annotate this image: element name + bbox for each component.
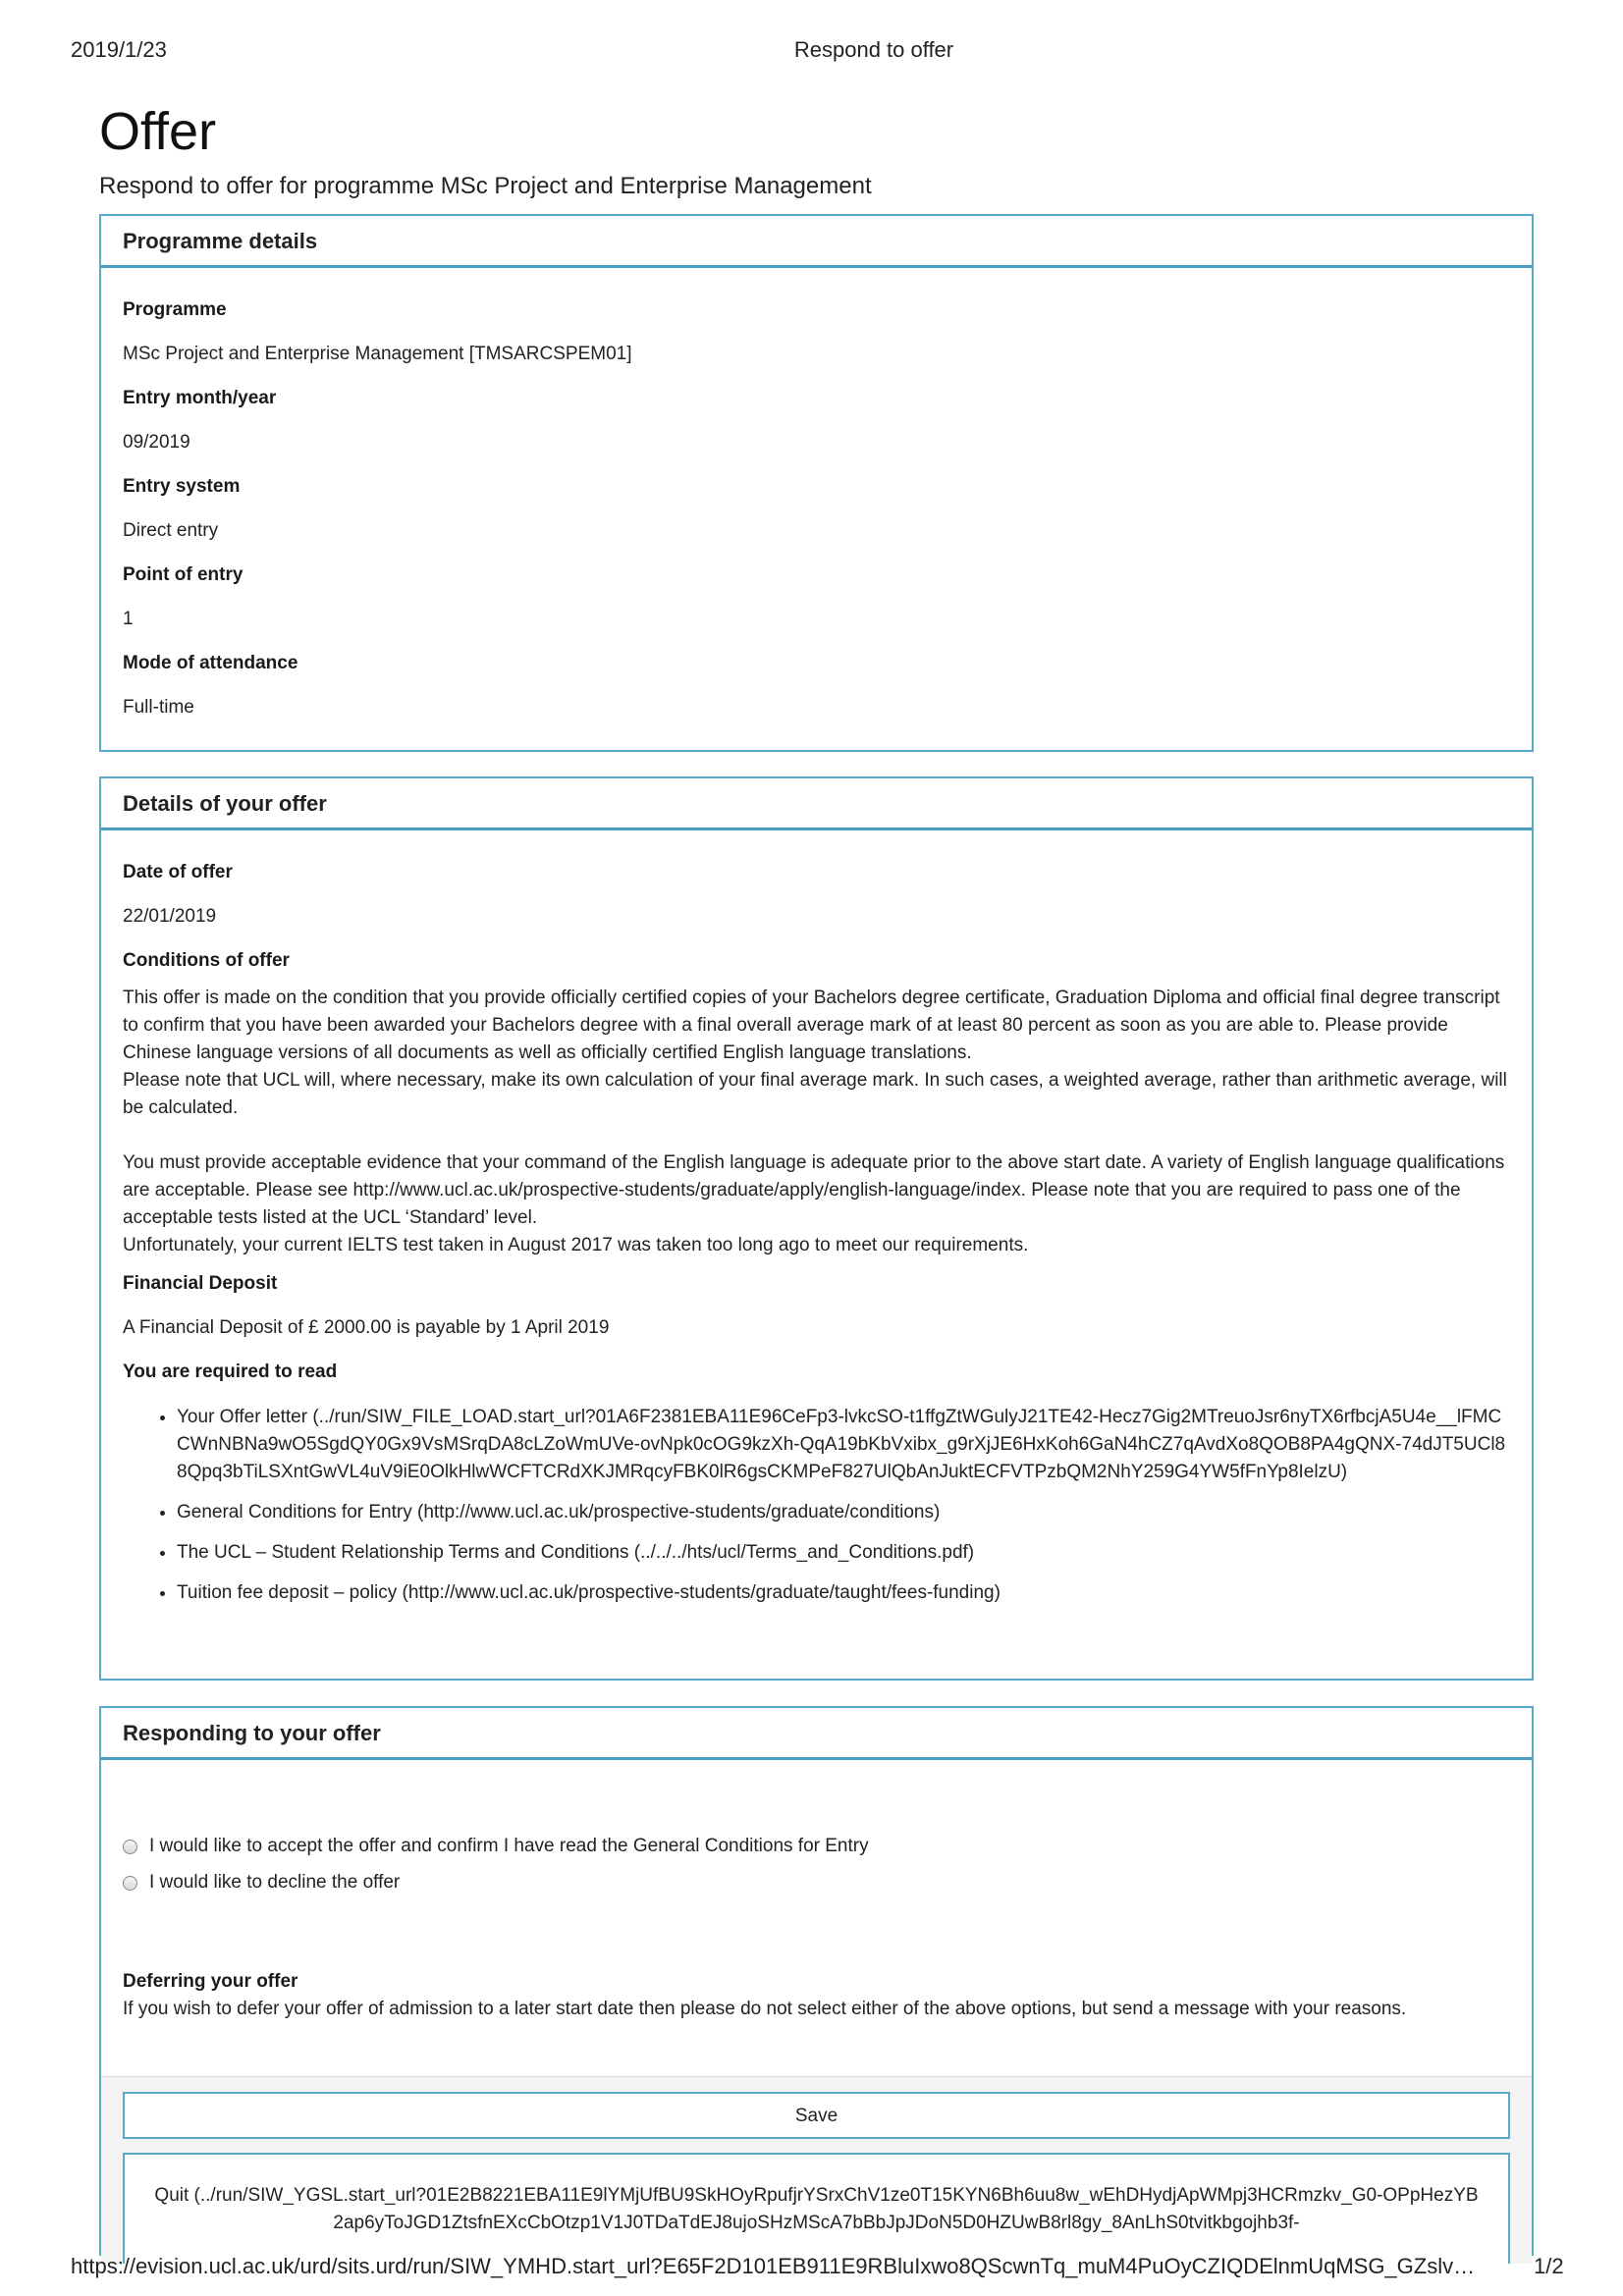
programme-label: Programme	[123, 299, 227, 320]
financial-deposit-value: A Financial Deposit of £ 2000.00 is payable by 1 April 2019	[123, 1317, 610, 1338]
programme-details-heading: Programme details	[101, 216, 1532, 268]
entry-system-value: Direct entry	[123, 520, 219, 541]
mode-of-attendance-value: Full-time	[123, 697, 194, 718]
print-date: 2019/1/23	[71, 37, 167, 62]
conditions-label: Conditions of offer	[123, 950, 290, 971]
save-button[interactable]: Save	[123, 2092, 1510, 2139]
programme-details-panel	[99, 214, 1534, 752]
print-title: Respond to offer	[793, 37, 954, 62]
entry-month-year-label: Entry month/year	[123, 388, 277, 408]
offer-details-panel	[99, 776, 1534, 1681]
condition-paragraph: You must provide acceptable evidence that your command of the English language is adequate prior to the above start date. A variety of English language qualifications are acceptable. Please see http://www.ucl.ac.uk/prospective-students/graduate/apply/english-language/index. Please note that you are required to pass one of the acceptable tests listed at the UCL ‘Standard’ level.	[123, 1152, 1505, 1228]
general-conditions-link[interactable]: • General Conditions for Entry (http://www.ucl.ac.uk/prospective-students/graduate/conditions)	[177, 1499, 1510, 1526]
decline-offer-label: I would like to decline the offer	[149, 1872, 401, 1893]
print-footer-url: https://evision.ucl.ac.uk/urd/sits.urd/run/SIW_YMHD.start_url?E65F2D101EB911E9RBluIxwo8QScwnTq_muM4PuOyCZIQDElnmUqMSG_GZslv…	[71, 2254, 1476, 2278]
terms-and-conditions-link[interactable]: • The UCL – Student Relationship Terms and Conditions (../../../hts/ucl/Terms_and_Conditions.pdf)	[177, 1539, 1510, 1567]
programme-value: MSc Project and Enterprise Management [TMSARCSPEM01]	[123, 344, 632, 364]
date-of-offer-label: Date of offer	[123, 862, 233, 882]
deferring-text: If you wish to defer your offer of admission to a later start date then please do not select either of the above options, but send a message with your reasons.	[123, 1999, 1407, 2019]
point-of-entry-label: Point of entry	[123, 564, 243, 585]
print-footer	[0, 2254, 1623, 2289]
page-number: 1/2	[1534, 2254, 1564, 2278]
offer-details-heading: Details of your offer	[101, 778, 1532, 830]
entry-month-year-value: 09/2019	[123, 432, 190, 453]
point-of-entry-value: 1	[123, 609, 134, 629]
decline-offer-option[interactable]	[123, 1872, 400, 1894]
required-reading-list	[123, 1404, 1510, 1607]
deferring-title: Deferring your offer	[123, 1971, 298, 1992]
condition-paragraph: This offer is made on the condition that you provide officially certified copies of your Bachelors degree certificate, Graduation Diploma and official final degree transcript to confirm that you have been awarded your Bachelors degree with a final overall average mark of at least 80 percent as soon as you are able to. Please provide Chinese language versions of all documents as well as officially certified English language translations.	[123, 988, 1500, 1063]
quit-button[interactable]: Quit (../run/SIW_YGSL.start_url?01E2B8221EBA11E9lYMjUfBU9SkHOyRpufjrYSrxChV1ze0T15KYN6Bh6uu8w_wEhDHydjApWMpj3HCRmzkv_G0-OPpHezYB2ap6yToJGD1ZtsfnEXcCbOtzp1V1J0TDaTdEJ8ujoSHzMScA7bBbJpJDoN5D0HZUwB8rl8gy_8AnLhS0tvitkbgojhb3f-	[123, 2153, 1510, 2264]
date-of-offer-value: 22/01/2019	[123, 906, 217, 927]
page-subtitle: Respond to offer for programme MSc Project and Enterprise Management	[99, 173, 872, 199]
condition-paragraph: Unfortunately, your current IELTS test taken in August 2017 was taken too long ago to meet our requirements.	[123, 1235, 1029, 1255]
entry-system-label: Entry system	[123, 476, 241, 497]
offer-letter-link[interactable]: • Your Offer letter (../run/SIW_FILE_LOAD.start_url?01A6F2381EBA11E96CeFp3-lvkcSO-t1ffgZtWGulyJ21TE42-Hecz7Gig2MTreuoJsr6nyTX6rfbcjA5U4e__lFMCCWnNBNa9wO5SgdQY0Gx9VsMSrqDA8cLZoWmUVe-ovNpk0cOG9kzXh-QqA19bKbVxibx_g9rXjJE6HxKoh6GaN4hCZ7qAvdXo8QOB8PA4gQNX-74dJT5UCl88Qpq3bTiLSXntGwVL4uV9iE0OlkHlwWCFTCRdXKJMRqcyFBK0lR6gsCKMPeF827UlQbAnJuktECFVTPzbQM2NhY259G4YW5fFnYp8IelzU)	[177, 1404, 1510, 1486]
responding-heading: Responding to your offer	[101, 1708, 1532, 1760]
print-header	[0, 37, 1623, 67]
responding-panel	[99, 1706, 1534, 2256]
accept-offer-label: I would like to accept the offer and confirm I have read the General Conditions for Entry	[149, 1836, 869, 1856]
required-reading-label: You are required to read	[123, 1362, 338, 1382]
accept-offer-option[interactable]	[123, 1836, 869, 1857]
mode-of-attendance-label: Mode of attendance	[123, 653, 298, 673]
accept-radio[interactable]	[123, 1840, 137, 1854]
tuition-fee-policy-link[interactable]: • Tuition fee deposit – policy (http://www.ucl.ac.uk/prospective-students/graduate/taught/fees-funding)	[177, 1579, 1510, 1607]
decline-radio[interactable]	[123, 1876, 137, 1891]
page-title: Offer	[99, 102, 217, 161]
condition-paragraph: Please note that UCL will, where necessary, make its own calculation of your final average mark. In such cases, a weighted average, rather than arithmetic average, will be calculated.	[123, 1070, 1507, 1118]
financial-deposit-label: Financial Deposit	[123, 1273, 278, 1294]
conditions-text	[123, 985, 1510, 1259]
form-actions	[101, 2076, 1532, 2264]
